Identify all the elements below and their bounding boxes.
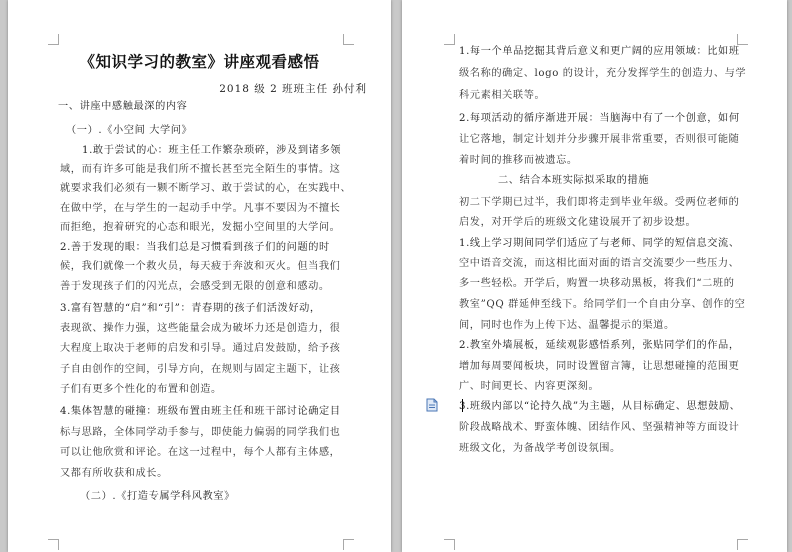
paragraph-line: 教室”QQ 群延伸至线下。给同学们一个自由分享、创作的空 bbox=[459, 299, 746, 310]
document-page-right bbox=[402, 0, 787, 552]
subsection-heading: （二）.《打造专属学科风教室》 bbox=[80, 491, 235, 502]
document-page-left bbox=[8, 0, 391, 552]
crop-mark bbox=[737, 539, 748, 550]
subsection-heading: （一）.《小空间 大学问》 bbox=[66, 125, 193, 136]
crop-mark bbox=[737, 34, 748, 45]
paragraph-line: 就要求我们必须有一颗不断学习、敢于尝试的心，在实践中、 bbox=[60, 183, 352, 194]
paragraph-line: 班级文化，为备战学考创设氛围。 bbox=[459, 443, 621, 454]
paragraph-line: 多一些轻松。开学后，购置一块移动黑板，将我们“二班的 bbox=[459, 278, 735, 289]
paragraph-line: 1.线上学习期间同学们适应了与老师、同学的短信息交流、 bbox=[459, 238, 740, 249]
section-heading: 二、结合本班实际拟采取的措施 bbox=[498, 175, 650, 186]
paragraph-line: 2.每项活动的循序渐进开展：当脑海中有了一个创意，如何 bbox=[459, 113, 740, 124]
paragraph-line: 又都有所收获和成长。 bbox=[60, 468, 168, 479]
paragraph-line: 而拒绝，抱着研究的心态和眼光，发掘小空间里的大学问。 bbox=[60, 222, 341, 233]
paragraph-line: 在做中学，在与学生的一起动手中学。凡事不要因为不擅长 bbox=[60, 203, 341, 214]
paragraph-line: 阶段战略战术、野蛮体魄、团结作风、坚强精神等方面设计 bbox=[459, 422, 740, 433]
crop-mark bbox=[444, 34, 455, 45]
paragraph-line: 4.集体智慧的碰撞：班级布置由班主任和班干部讨论确定目 bbox=[60, 406, 341, 417]
crop-mark bbox=[48, 34, 59, 45]
paragraph-line: 着时间的推移而被遗忘。 bbox=[459, 155, 578, 166]
paragraph-line: 域，而有许多可能是我们所不擅长甚至完全陌生的事情。这 bbox=[60, 164, 341, 175]
paragraph-line: 广、时间更长、内容更深刻。 bbox=[459, 381, 600, 392]
paragraph-line: 大程度上取决于老师的启发和引导。通过启发鼓励，给予孩 bbox=[60, 343, 341, 354]
paragraph-line: 让它落地，制定计划并分步骤开展非常重要，否则很可能随 bbox=[459, 134, 740, 145]
paragraph-line: 1.敢于尝试的心：班主任工作繁杂琐碎，涉及到诸多领 bbox=[82, 145, 342, 156]
paragraph-line: 可以让他欣赏和评论。在这一过程中，每个人都有主体感， bbox=[60, 447, 341, 458]
paragraph-line: 启发，对开学后的班级文化建设展开了初步设想。 bbox=[459, 217, 697, 228]
crop-mark bbox=[343, 34, 354, 45]
paragraph-line: 3.富有智慧的“启”和“引”：青春期的孩子们活泼好动， bbox=[60, 303, 321, 314]
paragraph-line: 子们有更多个性化的布置和创造。 bbox=[60, 384, 222, 395]
crop-mark bbox=[343, 539, 354, 550]
document-title: 《知识学习的教室》讲座观看感悟 bbox=[79, 52, 320, 71]
crop-mark bbox=[48, 539, 59, 550]
section-heading: 一、讲座中感触最深的内容 bbox=[58, 101, 188, 112]
document-icon[interactable] bbox=[425, 397, 439, 416]
paragraph-line: 级名称的确定、logo 的设计，充分发挥学生的创造力、与学 bbox=[459, 68, 747, 79]
paragraph-line: 增加每周要闻板块，同时设置留言簿，让思想碰撞的范围更 bbox=[459, 361, 740, 372]
paragraph-line: 子自由创作的空间，引导方向，在规则与固定主题下，让孩 bbox=[60, 364, 341, 375]
paragraph-line: 2.善于发现的眼：当我们总是习惯看到孩子们的问题的时 bbox=[60, 242, 330, 253]
paragraph-line: 善于发现孩子们的闪光点，会感受到无限的创意和感动。 bbox=[60, 281, 330, 292]
paragraph-line: 2.教室外墙展板，延续观影感悟系列，张贴同学们的作品， bbox=[459, 340, 740, 351]
paragraph-line: 表现欲、操作力强，这些能量会成为破坏力还是创造力，很 bbox=[60, 323, 341, 334]
paragraph-line: 空中语音交流，而这相比面对面的语言交流要少一些压力、 bbox=[459, 258, 740, 269]
paragraph-line: 初二下学期已过半，我们即将走到毕业年级。受两位老师的 bbox=[459, 197, 740, 208]
paragraph-line: 科元素相关联等。 bbox=[459, 90, 546, 101]
paragraph-line: 候，我们就像一个救火员，每天疲于奔波和灭火。但当我们 bbox=[60, 261, 341, 272]
paragraph-line: 1.每一个单品挖掘其背后意义和更广阔的应用领域：比如班 bbox=[459, 46, 740, 57]
crop-mark bbox=[444, 539, 455, 550]
paragraph-line: 标与思路，全体同学动手参与，即使能力偏弱的同学我们也 bbox=[60, 427, 341, 438]
paragraph-line: 间，同时也作为上传下达、温馨提示的渠道。 bbox=[459, 320, 675, 331]
paragraph-line: 3.班级内部以“论持久战”为主题，从目标确定、思想鼓励、 bbox=[459, 401, 741, 412]
author-line: 2018 级 2 班班主任 孙付利 bbox=[219, 83, 367, 95]
